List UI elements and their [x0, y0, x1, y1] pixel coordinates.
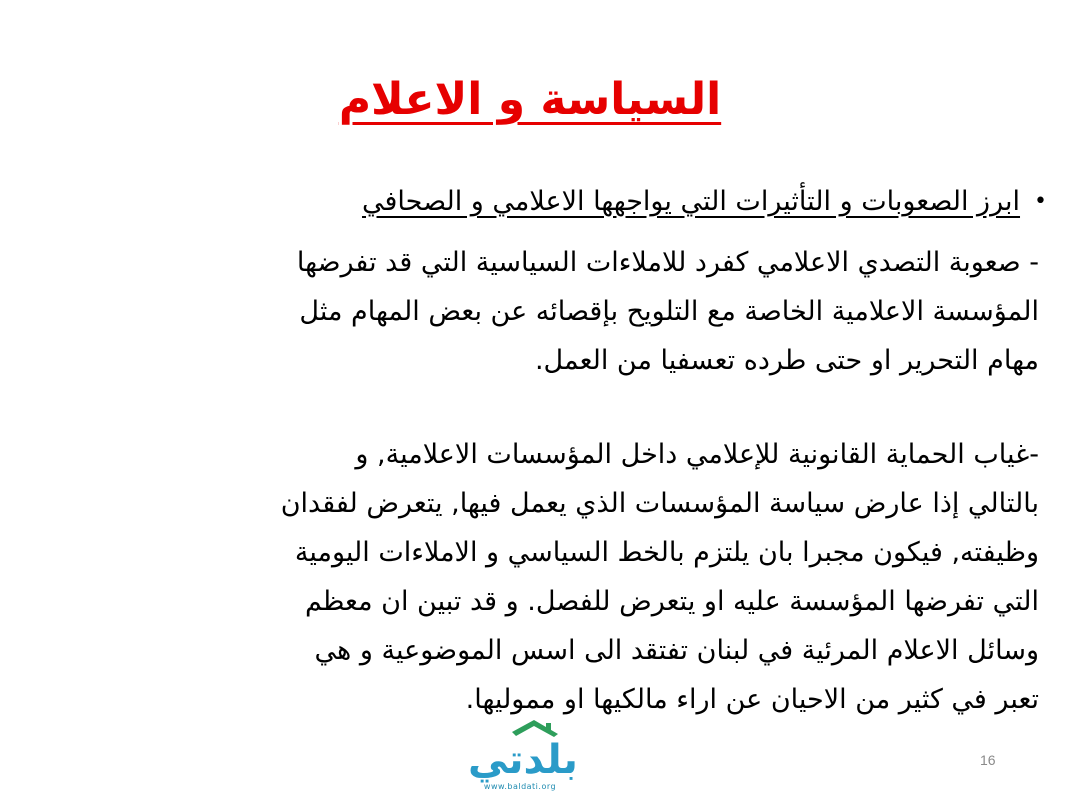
slide-title: [250, 70, 810, 130]
bullet-heading: [362, 182, 1047, 222]
bullet-heading-text: ابرز الصعوبات و التأثيرات التي يواجهها الاعلامي و الصحافي: [362, 186, 1021, 217]
paragraph-2-line: بالتالي إذا عارض سياسة المؤسسات الذي يعمل فيها, يتعرض لفقدان: [280, 488, 1039, 519]
baldati-logo: [450, 720, 600, 798]
paragraph-2-line: وظيفته, فيكون مجبرا بان يلتزم بالخط السياسي و الاملاءات اليومية: [294, 537, 1039, 568]
page-number: 16: [980, 752, 996, 768]
paragraph-1-line: المؤسسة الاعلامية الخاصة مع التلويح بإقصائه عن بعض المهام مثل: [299, 296, 1039, 327]
paragraph-1: [39, 238, 1039, 385]
paragraph-2-line: -غياب الحماية القانونية للإعلامي داخل المؤسسات الاعلامية, و: [355, 439, 1039, 470]
logo-url: www.baldati.org: [483, 782, 557, 791]
slide-title-text: السياسة و الاعلام: [338, 74, 722, 125]
paragraph-2-line: تعبر في كثير من الاحيان عن اراء مالكيها او مموليها.: [465, 684, 1039, 715]
bullet-dot: •: [1034, 189, 1047, 214]
paragraph-2-line: وسائل الاعلام المرئية في لبنان تفتقد الى اسس الموضوعية و هي: [314, 635, 1039, 666]
logo-wordmark: بلدتي: [468, 737, 578, 783]
paragraph-1-line: - صعوبة التصدي الاعلامي كفرد للاملاءات السياسية التي قد تفرضها: [296, 247, 1039, 278]
paragraph-1-line: مهام التحرير او حتى طرده تعسفيا من العمل.: [534, 345, 1039, 376]
paragraph-2-line: التي تفرضها المؤسسة عليه او يتعرض للفصل. و قد تبين ان معظم: [304, 586, 1039, 617]
paragraph-2: [39, 430, 1039, 724]
